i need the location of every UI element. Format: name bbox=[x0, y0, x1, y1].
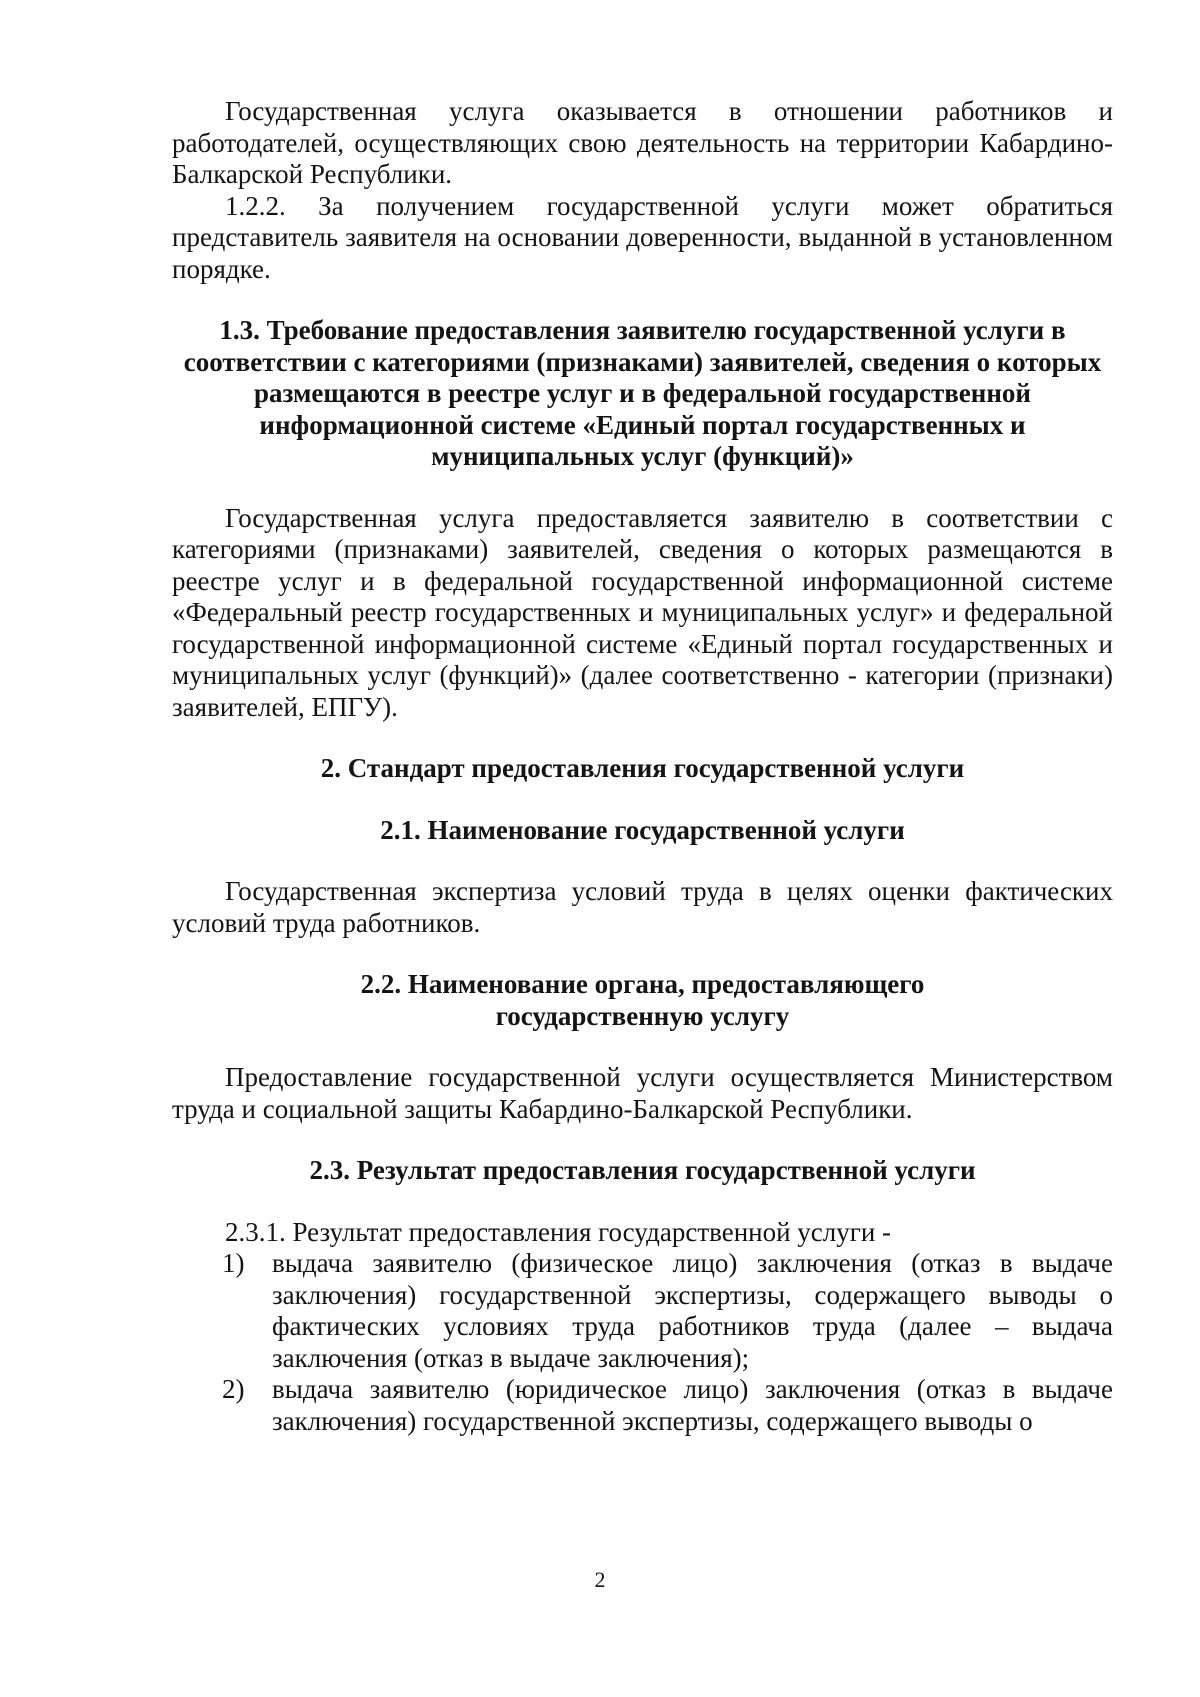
heading-section-1-3: 1.3. Требование предоставления заявителю государственной услуги в соответствии с категориями (признаками) заявителей, сведения о которых размещаются в реестре услуг и в федеральной государственной информационной системе «Единый портал государственных и муниципальных услуг (функций)» bbox=[183, 315, 1102, 471]
heading-section-2-2-line-1: 2.2. Наименование органа, предоставляющего bbox=[360, 969, 925, 999]
heading-section-2-3: 2.3. Результат предоставления государственной услуги bbox=[309, 1155, 976, 1185]
list-item bbox=[172, 1248, 1113, 1374]
heading-section-2-2-line-2: государственную услугу bbox=[495, 1000, 790, 1031]
list-item bbox=[172, 1374, 1113, 1437]
heading-section-2-2 bbox=[172, 969, 1113, 1032]
paragraph-applicants-scope: Государственная услуга оказывается в отношении работников и работодателей, осуществляющих свою деятельность на территории Кабардино-Балкарской Республики. bbox=[172, 96, 1113, 189]
paragraph-1-2-2: 1.2.2. За получением государственной услуги может обратиться представитель заявителя на основании доверенности, выданной в установленном порядке. bbox=[172, 190, 1113, 284]
heading-section-2-1: 2.1. Наименование государственной услуги bbox=[380, 814, 905, 845]
result-list bbox=[172, 1248, 1113, 1437]
list-item-text: выдача заявителю (юридическое лицо) заключения (отказ в выдаче заключения) государственной экспертизы, содержащего выводы о bbox=[272, 1374, 1113, 1436]
paragraph-section-2-1: Государственная экспертиза условий труда в целях оценки фактических условий труда работников. bbox=[172, 876, 1113, 938]
paragraph-2-3-1-intro: 2.3.1. Результат предоставления государственной услуги - bbox=[225, 1216, 892, 1247]
page-number: 2 bbox=[594, 1567, 606, 1592]
heading-section-2: 2. Стандарт предоставления государственной услуги bbox=[320, 753, 965, 783]
document-body bbox=[172, 96, 1113, 1437]
paragraph-section-2-2: Предоставление государственной услуги осуществляется Министерством труда и социальной защиты Кабардино-Балкарской Республики. bbox=[172, 1062, 1113, 1124]
list-item-text: выдача заявителю (физическое лицо) заключения (отказ в выдаче заключения) государственной экспертизы, содержащего выводы о фактических условиях труда работников труда (далее – выдача заключения (отказ в выдаче заключения); bbox=[272, 1248, 1113, 1373]
list-item-number: 2) bbox=[222, 1374, 245, 1404]
list-item-number: 1) bbox=[222, 1248, 245, 1278]
paragraph-section-1-3: Государственная услуга предоставляется заявителю в соответствии с категориями (признаками) заявителей, сведения о которых размещаются в реестре услуг и в федеральной государственной информационной системе «Федеральный реестр государственных и муниципальных услуг» и федеральной государственной информационной системе «Единый портал государственных и муниципальных услуг (функций)» (далее соответственно - категории (признаки) заявителей, ЕПГУ). bbox=[172, 502, 1113, 722]
